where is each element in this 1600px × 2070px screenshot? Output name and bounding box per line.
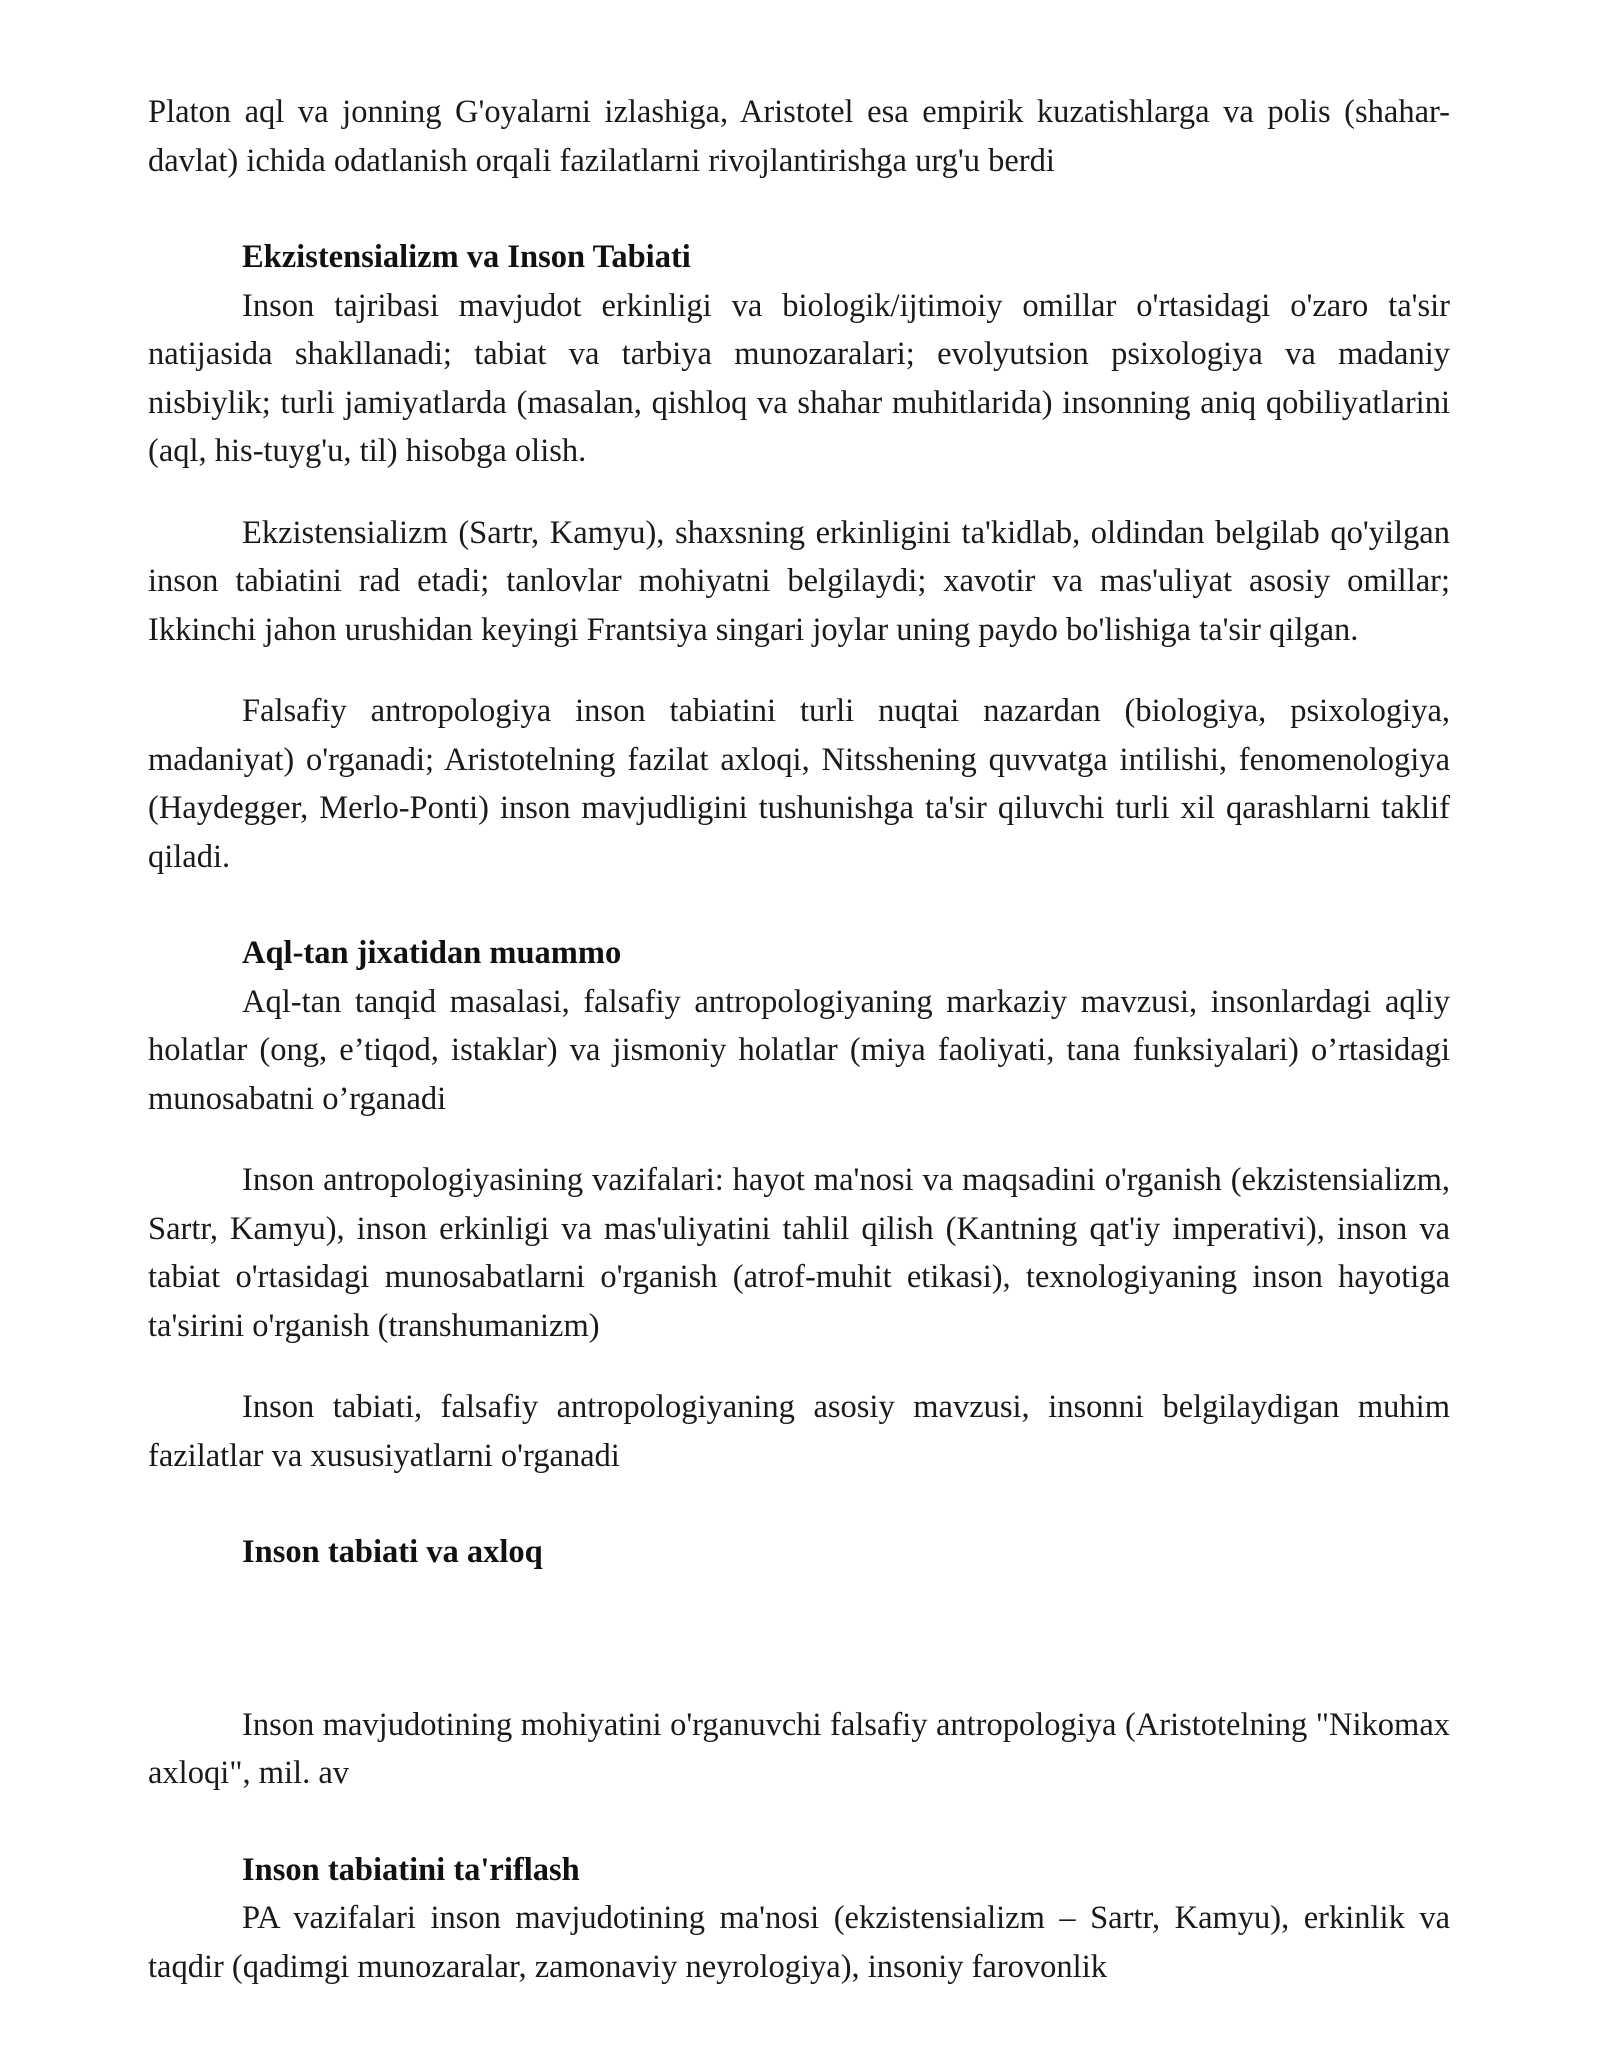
document-page	[148, 88, 1450, 1991]
heading-ethics: Inson tabiati va axloq	[242, 1534, 543, 1570]
paragraph-nature: Inson tabiati, falsafiy antropologiyaning asosiy mavzusi, insonni belgilaydigan muhim fazilatlar va xususiyatlarni o'rganadi	[148, 1389, 1450, 1474]
paragraph-anthropology: Falsafiy antropologiya inson tabiatini turli nuqtai nazardan (biologiya, psixologiya, madaniyat) o'rganadi; Aristotelning fazilat axloqi, Nitsshening quvvatga intilishi, fenomenologiya (Haydegger, Merlo-Ponti) inson mavjudligini tushunishga ta'sir qiluvchi turli xil qarashlarni taklif qiladi.	[148, 693, 1450, 875]
paragraph-nicomachean: Inson mavjudotining mohiyatini o'rganuvchi falsafiy antropologiya (Aristotelning "Nikomax axloqi", mil. av	[148, 1706, 1450, 1791]
paragraph-intro: Platon aql va jonning G'oyalarni izlashiga, Aristotel esa empirik kuzatishlarga va polis (shahar-davlat) ichida odatlanish orqali fazilatlarni rivojlantirishga urg'u berdi	[148, 94, 1450, 179]
paragraph-sartre: Ekzistensializm (Sartr, Kamyu), shaxsning erkinligini ta'kidlab, oldindan belgilab qo'yilgan inson tabiatini rad etadi; tanlovlar mohiyatni belgilaydi; xavotir va mas'uliyat asosiy omillar; Ikkinchi jahon urushidan keyingi Frantsiya singari joylar uning paydo bo'lishiga ta'sir qilgan.	[148, 514, 1450, 648]
paragraph-pa-tasks: PA vazifalari inson mavjudotining ma'nosi (ekzistensializm – Sartr, Kamyu), erkinlik va taqdir (qadimgi munozaralar, zamonaviy neyrologiya), insoniy farovonlik	[148, 1900, 1450, 1985]
heading-existentialism: Ekzistensializm va Inson Tabiati	[242, 239, 691, 275]
paragraph-experience: Inson tajribasi mavjudot erkinligi va biologik/ijtimoiy omillar o'rtasidagi o'zaro ta'sir natijasida shakllanadi; tabiat va tarbiya munozaralari; evolyutsion psixologiya va madaniy nisbiylik; turli jamiyatlarda (masalan, qishloq va shahar muhitlarida) insonning aniq qobiliyatlarini (aql, his-tuyg'u, til) hisobga olish.	[148, 287, 1450, 469]
heading-definition: Inson tabiatini ta'riflash	[242, 1851, 580, 1888]
paragraph-mind-body: Aql-tan tanqid masalasi, falsafiy antropologiyaning markaziy mavzusi, insonlardagi aqliy holatlar (ong, e’tiqod, istaklar) va jismoniy holatlar (miya faoliyati, tana funksiyalari) o’rtasidagi munosabatni o’rganadi	[148, 983, 1450, 1117]
heading-mind-body: Aql-tan jixatidan muammo	[242, 935, 622, 971]
paragraph-tasks: Inson antropologiyasining vazifalari: hayot ma'nosi va maqsadini o'rganish (ekzistensializm, Sartr, Kamyu), inson erkinligi va mas'uliyatini tahlil qilish (Kantning qat'iy imperativi), inson va tabiat o'rtasidagi munosabatlarni o'rganish (atrof-muhit etikasi), texnologiyaning inson hayotiga ta'sirini o'rganish (transhumanizm)	[148, 1162, 1450, 1344]
